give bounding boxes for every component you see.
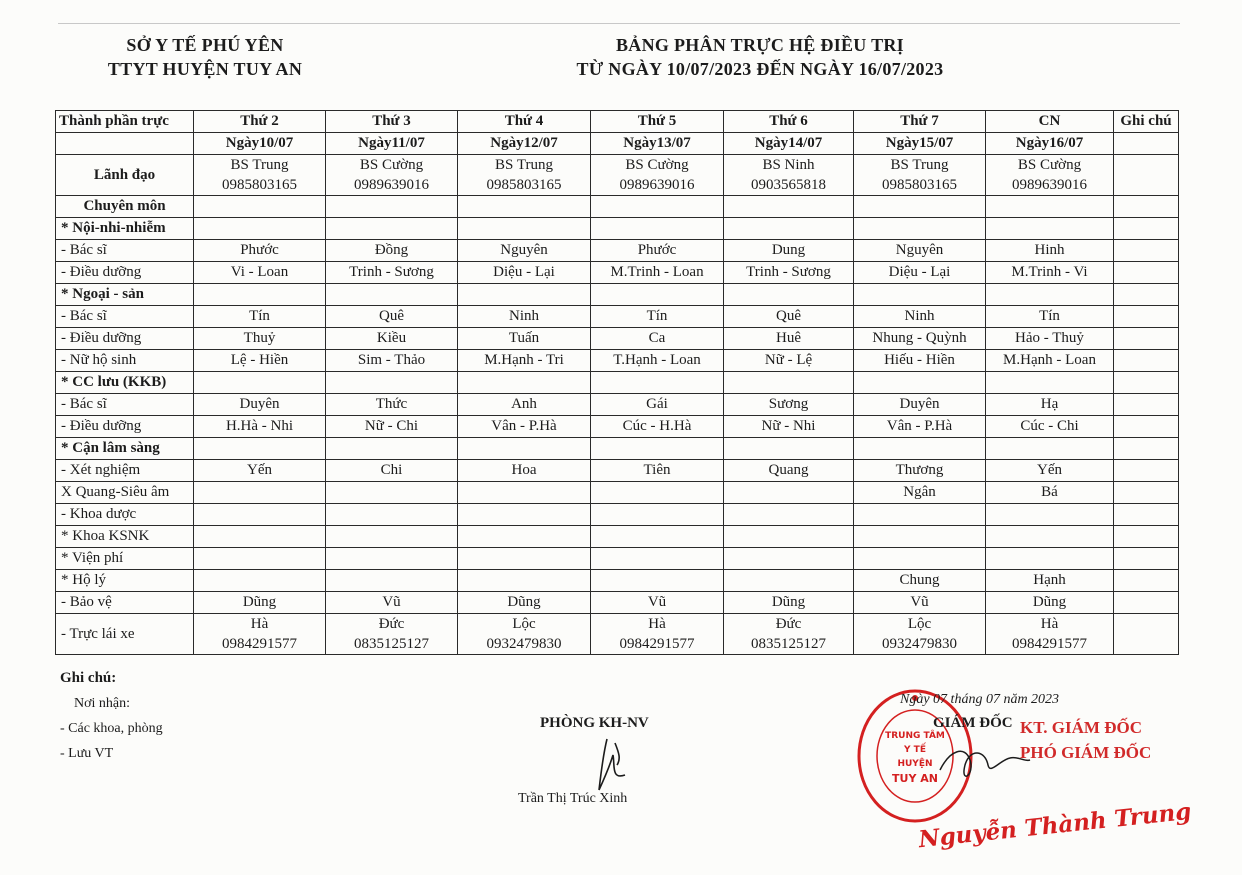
day-name: CN [986, 111, 1114, 133]
duty-cell-line: 0835125127 [354, 636, 429, 652]
duty-cell: Duyên [854, 394, 986, 416]
duty-cell: Nữ - Chi [326, 416, 458, 438]
duty-schedule-table [55, 110, 1179, 655]
recipient-item: - Các khoa, phòng [60, 721, 163, 736]
note-title: Ghi chú: [60, 670, 117, 686]
schedule-row [56, 548, 1179, 570]
duty-cell: Kiều [326, 328, 458, 350]
day-name: Thứ 7 [854, 111, 986, 133]
duty-cell [458, 504, 591, 526]
duty-cell: Ngân [854, 482, 986, 504]
duty-cell-line: 0985803165 [486, 177, 562, 193]
duty-cell: Tín [194, 306, 326, 328]
day-header-row [56, 111, 1179, 133]
row-label: * CC lưu (KKB) [56, 372, 194, 394]
day-name: Thứ 6 [724, 111, 854, 133]
department-title: PHÒNG KH-NV [540, 715, 649, 731]
duty-cell [194, 614, 326, 655]
duty-cell [458, 196, 591, 218]
duty-cell [326, 284, 458, 306]
schedule-row [56, 284, 1179, 306]
duty-cell [194, 196, 326, 218]
title-line-1: BẢNG PHÂN TRỰC HỆ ĐIỀU TRỊ [615, 35, 904, 55]
duty-cell-line: Hà [648, 616, 666, 632]
duty-cell: Hinh [986, 240, 1114, 262]
duty-cell: Đồng [326, 240, 458, 262]
duty-cell: Vân - P.Hà [458, 416, 591, 438]
duty-cell: Quê [724, 306, 854, 328]
duty-cell-line: 0985803165 [222, 177, 297, 193]
note-cell [1114, 284, 1179, 306]
duty-cell: Vân - P.Hà [854, 416, 986, 438]
duty-cell [854, 438, 986, 460]
duty-cell [986, 614, 1114, 655]
note-cell [1114, 372, 1179, 394]
row-label: - Bảo vệ [56, 592, 194, 614]
duty-cell [854, 196, 986, 218]
duty-cell [986, 218, 1114, 240]
duty-cell [326, 526, 458, 548]
duty-cell: Quang [724, 460, 854, 482]
row-label: * Nội-nhi-nhiễm [56, 218, 194, 240]
duty-cell [458, 284, 591, 306]
note-cell [1114, 438, 1179, 460]
duty-cell: Bá [986, 482, 1114, 504]
duty-cell [986, 155, 1114, 196]
duty-cell [326, 218, 458, 240]
document-title [500, 33, 1020, 81]
duty-cell [724, 526, 854, 548]
duty-cell-line: BS Cường [359, 157, 424, 173]
day-date: Ngày15/07 [854, 133, 986, 155]
duty-cell: Hạnh [986, 570, 1114, 592]
duty-cell: Trinh - Sương [326, 262, 458, 284]
duty-cell-line: Đức [775, 616, 802, 632]
duty-cell: Nhung - Quỳnh [854, 328, 986, 350]
duty-cell: Dũng [986, 592, 1114, 614]
schedule-row [56, 218, 1179, 240]
duty-cell [986, 504, 1114, 526]
duty-cell [591, 504, 724, 526]
duty-cell: Vũ [854, 592, 986, 614]
row-label: * Khoa KSNK [56, 526, 194, 548]
duty-cell [724, 218, 854, 240]
recipient-item: - Lưu VT [60, 746, 114, 761]
kt-line-1: KT. GIÁM ĐỐC [1020, 718, 1142, 737]
duty-cell [591, 482, 724, 504]
schedule-row [56, 372, 1179, 394]
duty-cell-line: 0984291577 [619, 636, 695, 652]
duty-cell: Dũng [724, 592, 854, 614]
duty-cell: M.Hạnh - Loan [986, 350, 1114, 372]
duty-cell: M.Trinh - Vi [986, 262, 1114, 284]
duty-cell: Vũ [326, 592, 458, 614]
schedule-row [56, 614, 1179, 655]
duty-cell [194, 526, 326, 548]
note-cell [1114, 548, 1179, 570]
duty-cell [194, 284, 326, 306]
schedule-row [56, 306, 1179, 328]
duty-cell [986, 548, 1114, 570]
duty-cell [724, 155, 854, 196]
duty-cell: H.Hà - Nhi [194, 416, 326, 438]
duty-cell-line: BS Trung [230, 157, 289, 173]
row-label: - Xét nghiệm [56, 460, 194, 482]
note-cell [1114, 460, 1179, 482]
duty-cell-line: 0903565818 [751, 177, 826, 193]
stamp-text: TRUNG TÂM [885, 731, 945, 741]
duty-cell [326, 196, 458, 218]
duty-cell [591, 570, 724, 592]
schedule-row [56, 416, 1179, 438]
duty-cell [854, 548, 986, 570]
duty-cell [986, 438, 1114, 460]
duty-cell: Thương [854, 460, 986, 482]
day-date: Ngày16/07 [986, 133, 1114, 155]
note-header: Ghi chú [1114, 111, 1179, 133]
duty-cell [326, 548, 458, 570]
footer-notes [60, 666, 163, 766]
duty-cell: Thuỷ [194, 328, 326, 350]
duty-cell [724, 548, 854, 570]
duty-cell: Tiên [591, 460, 724, 482]
row-label: - Trực lái xe [56, 614, 194, 655]
duty-cell [458, 482, 591, 504]
note-cell [1114, 394, 1179, 416]
day-name: Thứ 4 [458, 111, 591, 133]
row-label: X Quang-Siêu âm [56, 482, 194, 504]
duty-cell [326, 614, 458, 655]
duty-cell [326, 155, 458, 196]
duty-cell [194, 155, 326, 196]
duty-cell: Tuấn [458, 328, 591, 350]
row-label: Chuyên môn [56, 196, 194, 218]
duty-cell-line: Lộc [907, 616, 932, 632]
duty-cell: Sương [724, 394, 854, 416]
duty-cell [194, 504, 326, 526]
duty-cell: Diệu - Lại [458, 262, 591, 284]
note-cell [1114, 196, 1179, 218]
duty-cell [854, 504, 986, 526]
note-cell [1114, 262, 1179, 284]
kt-line-2: PHÓ GIÁM ĐỐC [1020, 743, 1152, 762]
duty-cell [194, 482, 326, 504]
duty-cell [458, 155, 591, 196]
duty-cell: Chung [854, 570, 986, 592]
schedule-row [56, 592, 1179, 614]
duty-cell [326, 482, 458, 504]
duty-cell: Duyên [194, 394, 326, 416]
duty-cell-line: BS Trung [495, 157, 553, 173]
duty-cell-line: 0835125127 [751, 636, 826, 652]
duty-cell [591, 372, 724, 394]
duty-cell-line: 0932479830 [486, 636, 562, 652]
duty-cell: Hạ [986, 394, 1114, 416]
duty-cell-line: 0989639016 [354, 177, 429, 193]
duty-cell: Gái [591, 394, 724, 416]
row-label: - Bác sĩ [56, 240, 194, 262]
director-title: GIÁM ĐỐC [933, 715, 1013, 731]
duty-cell [724, 438, 854, 460]
schedule-row [56, 196, 1179, 218]
duty-cell: Hảo - Thuỷ [986, 328, 1114, 350]
row-label: - Điều dưỡng [56, 262, 194, 284]
duty-cell [591, 196, 724, 218]
duty-cell [854, 284, 986, 306]
schedule-row [56, 240, 1179, 262]
day-date: Ngày13/07 [591, 133, 724, 155]
duty-cell [194, 438, 326, 460]
department-signature [585, 735, 635, 793]
row-label: * Ngoại - sản [56, 284, 194, 306]
stamp-text: HUYỆN [897, 759, 933, 769]
row-label: - Điều dưỡng [56, 416, 194, 438]
duty-cell [458, 614, 591, 655]
duty-cell: Huê [724, 328, 854, 350]
note-cell [1114, 570, 1179, 592]
duty-cell [986, 196, 1114, 218]
duty-cell-line: BS Trung [890, 157, 949, 173]
duty-cell-line: 0989639016 [1012, 177, 1087, 193]
note-cell [1114, 416, 1179, 438]
department-signer: Trần Thị Trúc Xinh [518, 791, 628, 806]
duty-cell [854, 218, 986, 240]
duty-cell-line: Hà [1040, 616, 1059, 632]
duty-cell [326, 570, 458, 592]
row-label: Lãnh đạo [56, 155, 194, 196]
duty-cell [458, 372, 591, 394]
duty-cell: Ninh [854, 306, 986, 328]
duty-cell-line: BS Ninh [762, 157, 815, 173]
duty-cell [458, 526, 591, 548]
duty-cell: Nguyên [458, 240, 591, 262]
note-cell [1114, 504, 1179, 526]
duty-cell: Tín [591, 306, 724, 328]
duty-cell [724, 614, 854, 655]
schedule-row [56, 570, 1179, 592]
duty-cell [458, 570, 591, 592]
duty-cell-line: BS Cường [1017, 157, 1082, 173]
schedule-row [56, 350, 1179, 372]
duty-cell: Cúc - Chi [986, 416, 1114, 438]
duty-cell [986, 284, 1114, 306]
duty-cell: Ca [591, 328, 724, 350]
duty-cell [724, 504, 854, 526]
note-cell [1114, 592, 1179, 614]
document-date: Ngày 07 tháng 07 năm 2023 [900, 692, 1060, 707]
corner-header: Thành phần trực [56, 111, 194, 133]
duty-cell [591, 614, 724, 655]
schedule-row [56, 482, 1179, 504]
row-label: * Viện phí [56, 548, 194, 570]
note-cell [1114, 133, 1179, 155]
page-top-rule [58, 23, 1180, 24]
note-cell [1114, 155, 1179, 196]
duty-cell: Yến [194, 460, 326, 482]
duty-cell-line: Lộc [512, 616, 536, 632]
duty-cell [724, 482, 854, 504]
note-cell [1114, 526, 1179, 548]
duty-cell: Phước [194, 240, 326, 262]
org-line-1: SỞ Y TẾ PHÚ YÊN [126, 35, 284, 55]
schedule-row [56, 526, 1179, 548]
schedule-row [56, 438, 1179, 460]
duty-cell: Ninh [458, 306, 591, 328]
duty-cell: Vi - Loan [194, 262, 326, 284]
duty-cell [458, 438, 591, 460]
duty-cell: Quê [326, 306, 458, 328]
row-label: * Cận lâm sàng [56, 438, 194, 460]
note-cell [1114, 218, 1179, 240]
corner-blank [56, 133, 194, 155]
duty-cell [854, 526, 986, 548]
duty-cell: Anh [458, 394, 591, 416]
duty-cell: Hiếu - Hiền [854, 350, 986, 372]
duty-cell [591, 438, 724, 460]
duty-cell: Hoa [458, 460, 591, 482]
note-cell [1114, 350, 1179, 372]
row-label: * Hộ lý [56, 570, 194, 592]
duty-cell: Cúc - H.Hà [591, 416, 724, 438]
duty-cell: Nữ - Lệ [724, 350, 854, 372]
duty-cell [458, 218, 591, 240]
date-header-row [56, 133, 1179, 155]
duty-cell [194, 372, 326, 394]
duty-cell-line: 0985803165 [882, 177, 957, 193]
duty-cell-line: 0984291577 [1012, 636, 1087, 652]
day-date: Ngày10/07 [194, 133, 326, 155]
schedule-row [56, 328, 1179, 350]
duty-cell: Tín [986, 306, 1114, 328]
day-date: Ngày11/07 [326, 133, 458, 155]
day-name: Thứ 2 [194, 111, 326, 133]
duty-cell-line: Đức [378, 616, 405, 632]
duty-cell-line: BS Cường [625, 157, 689, 173]
duty-cell-line: 0984291577 [222, 636, 297, 652]
duty-cell: Trinh - Sương [724, 262, 854, 284]
schedule-row [56, 394, 1179, 416]
duty-cell: Vũ [591, 592, 724, 614]
duty-cell [591, 526, 724, 548]
duty-cell [854, 155, 986, 196]
row-label: - Bác sĩ [56, 306, 194, 328]
row-label: - Nữ hộ sinh [56, 350, 194, 372]
duty-cell [194, 548, 326, 570]
duty-cell: T.Hạnh - Loan [591, 350, 724, 372]
org-line-2: TTYT HUYỆN TUY AN [107, 59, 303, 79]
note-cell [1114, 482, 1179, 504]
schedule-row [56, 262, 1179, 284]
duty-cell [326, 372, 458, 394]
signer-name: Nguyễn Thành Trung [917, 797, 1193, 854]
day-date: Ngày14/07 [724, 133, 854, 155]
duty-cell [591, 155, 724, 196]
title-line-2: TỪ NGÀY 10/07/2023 ĐẾN NGÀY 16/07/2023 [576, 59, 944, 79]
director-signature [930, 730, 1040, 800]
duty-cell [591, 548, 724, 570]
duty-cell [724, 372, 854, 394]
duty-cell: Sim - Thảo [326, 350, 458, 372]
duty-cell: Diệu - Lại [854, 262, 986, 284]
duty-cell [986, 526, 1114, 548]
duty-cell: Thức [326, 394, 458, 416]
day-name: Thứ 5 [591, 111, 724, 133]
duty-cell: Phước [591, 240, 724, 262]
duty-cell [591, 218, 724, 240]
duty-cell: Lệ - Hiền [194, 350, 326, 372]
row-label: - Bác sĩ [56, 394, 194, 416]
stamp-text: Y TẾ [904, 745, 926, 755]
duty-cell: Nguyên [854, 240, 986, 262]
duty-cell-line: 0932479830 [882, 636, 957, 652]
note-cell [1114, 328, 1179, 350]
duty-cell: Chi [326, 460, 458, 482]
schedule-row [56, 155, 1179, 196]
duty-cell [724, 196, 854, 218]
duty-cell [326, 504, 458, 526]
schedule-row [56, 504, 1179, 526]
duty-cell [194, 218, 326, 240]
duty-cell [326, 438, 458, 460]
day-date: Ngày12/07 [458, 133, 591, 155]
duty-cell [986, 372, 1114, 394]
duty-cell [458, 548, 591, 570]
duty-cell [591, 284, 724, 306]
duty-cell-line: Hà [250, 616, 269, 632]
duty-cell: Dũng [458, 592, 591, 614]
day-name: Thứ 3 [326, 111, 458, 133]
organization-header [60, 33, 350, 81]
stamp-text: TUY AN [892, 772, 938, 785]
duty-cell [854, 614, 986, 655]
duty-cell [724, 284, 854, 306]
duty-cell [854, 372, 986, 394]
duty-cell: Nữ - Nhi [724, 416, 854, 438]
duty-cell: Yến [986, 460, 1114, 482]
recipients-title: Nơi nhận: [74, 696, 131, 711]
note-cell [1114, 306, 1179, 328]
schedule-row [56, 460, 1179, 482]
note-cell [1114, 240, 1179, 262]
row-label: - Khoa dược [56, 504, 194, 526]
note-cell [1114, 614, 1179, 655]
duty-cell [194, 570, 326, 592]
duty-cell [724, 570, 854, 592]
duty-cell: Dũng [194, 592, 326, 614]
duty-cell: M.Hạnh - Tri [458, 350, 591, 372]
duty-cell-line: 0989639016 [619, 177, 695, 193]
row-label: - Điều dưỡng [56, 328, 194, 350]
duty-cell: M.Trinh - Loan [591, 262, 724, 284]
duty-cell: Dung [724, 240, 854, 262]
